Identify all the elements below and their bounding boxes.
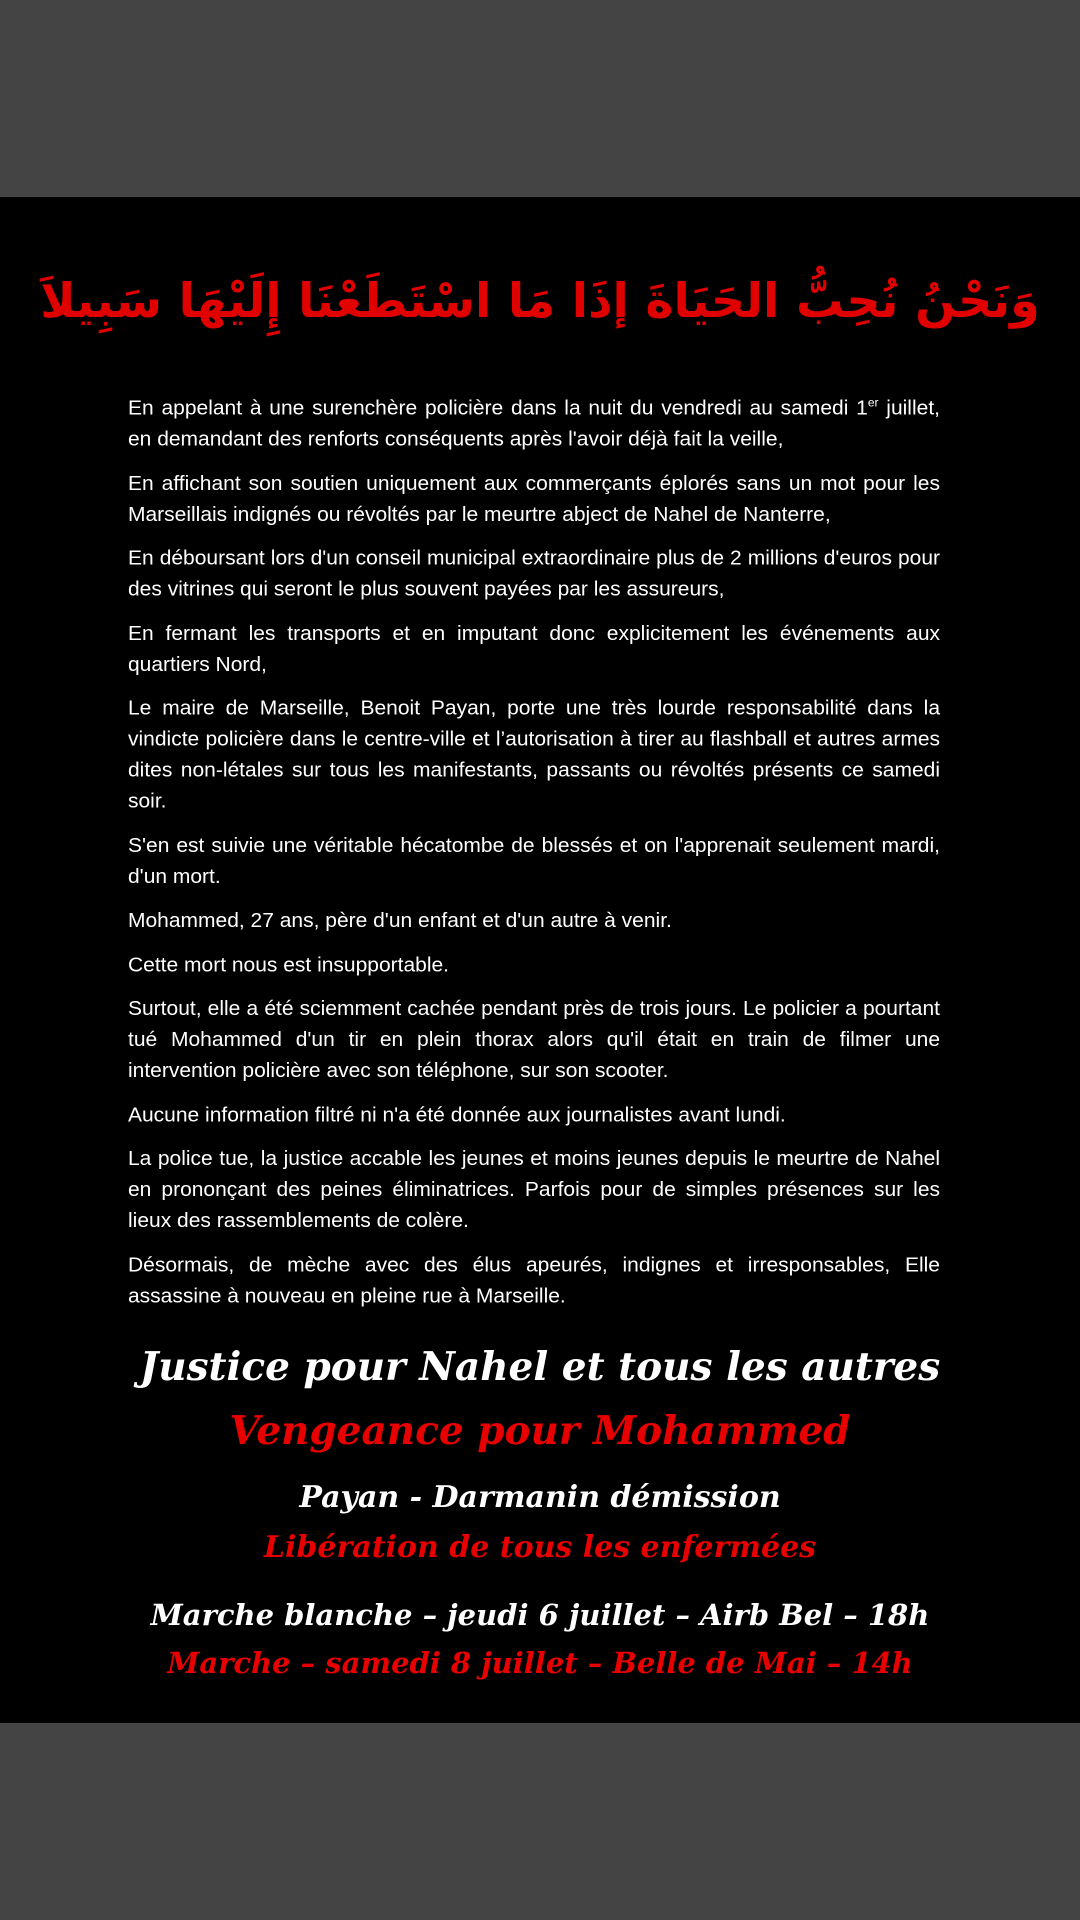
slogans bbox=[0, 1335, 1080, 1687]
paragraph-8: Cette mort nous est insupportable. bbox=[128, 953, 450, 976]
paragraph-3: En déboursant lors d'un conseil municipal extraordinaire plus de 2 millions d'euros pour des vitrines qui seront le plus souvent payées par les assureurs, bbox=[128, 547, 940, 601]
body-text bbox=[128, 393, 940, 1325]
paragraph-10: Aucune information filtré ni n'a été donnée aux journalistes avant lundi. bbox=[128, 1103, 786, 1126]
paragraph-5: Le maire de Marseille, Benoit Payan, porte une très lourde responsabilité dans la vindicte policière dans le centre-ville et l’autorisation à tirer au flashball et autres armes dites non-létales sur tous les manifestants, passants ou révoltés présents ce samedi soir. bbox=[128, 697, 940, 813]
arabic-title: وَنَحْنُ نُحِبُّ الحَيَاةَ إذَا مَا اسْتَطَعْنَا إِلَيْهَا سَبِيلاَ bbox=[40, 274, 1040, 329]
paragraph-4: En fermant les transports et en imputant donc explicitement les événements aux quartiers Nord, bbox=[128, 622, 940, 676]
paragraph-1-text: En appelant à une surenchère policière dans la nuit du vendredi au samedi 1 bbox=[128, 396, 868, 420]
paragraph-9: Surtout, elle a été sciemment cachée pendant près de trois jours. Le policier a pourtant tué Mohammed d'un tir en plein thorax alors qu'il était en train de filmer une intervention policière avec son téléphone, sur son scooter. bbox=[128, 997, 940, 1082]
poster bbox=[0, 197, 1080, 1723]
marche-blanche-slogan: Marche blanche – jeudi 6 juillet – Airb Bel – 18h bbox=[150, 1598, 930, 1632]
paragraph-6: S'en est suivie une véritable hécatombe de blessés et on l'apprenait seulement mardi, d'un mort. bbox=[128, 834, 940, 888]
ordinal-superscript: er bbox=[867, 395, 879, 410]
paragraph-11: La police tue, la justice accable les jeunes et moins jeunes depuis le meurtre de Nahel en prononçant des peines éliminatrices. Parfois pour de simples présences sur les lieux des rassemblements de colère. bbox=[128, 1147, 940, 1232]
vengeance-slogan: Vengeance pour Mohammed bbox=[229, 1408, 851, 1454]
marche-slogan: Marche – samedi 8 juillet – Belle de Mai – 14h bbox=[167, 1646, 913, 1680]
liberation-slogan: Libération de tous les enfermées bbox=[263, 1530, 817, 1565]
paragraph-1 bbox=[128, 393, 940, 455]
paragraph-12: Désormais, de mèche avec des élus apeurés, indignes et irresponsables, Elle assassine à nouveau en pleine rue à Marseille. bbox=[128, 1253, 940, 1308]
paragraph-1-text-end: juillet, en demandant des renforts conséquents après l'avoir déjà fait la veille, bbox=[128, 396, 940, 451]
paragraph-7: Mohammed, 27 ans, père d'un enfant et d'un autre à venir. bbox=[128, 909, 672, 932]
demission-slogan: Payan - Darmanin démission bbox=[299, 1480, 781, 1515]
justice-slogan: Justice pour Nahel et tous les autres bbox=[139, 1344, 941, 1390]
paragraph-2: En affichant son soutien uniquement aux commerçants éplorés sans un mot pour les Marseillais indignés ou révoltés par le meurtre abject de Nahel de Nanterre, bbox=[128, 471, 940, 526]
